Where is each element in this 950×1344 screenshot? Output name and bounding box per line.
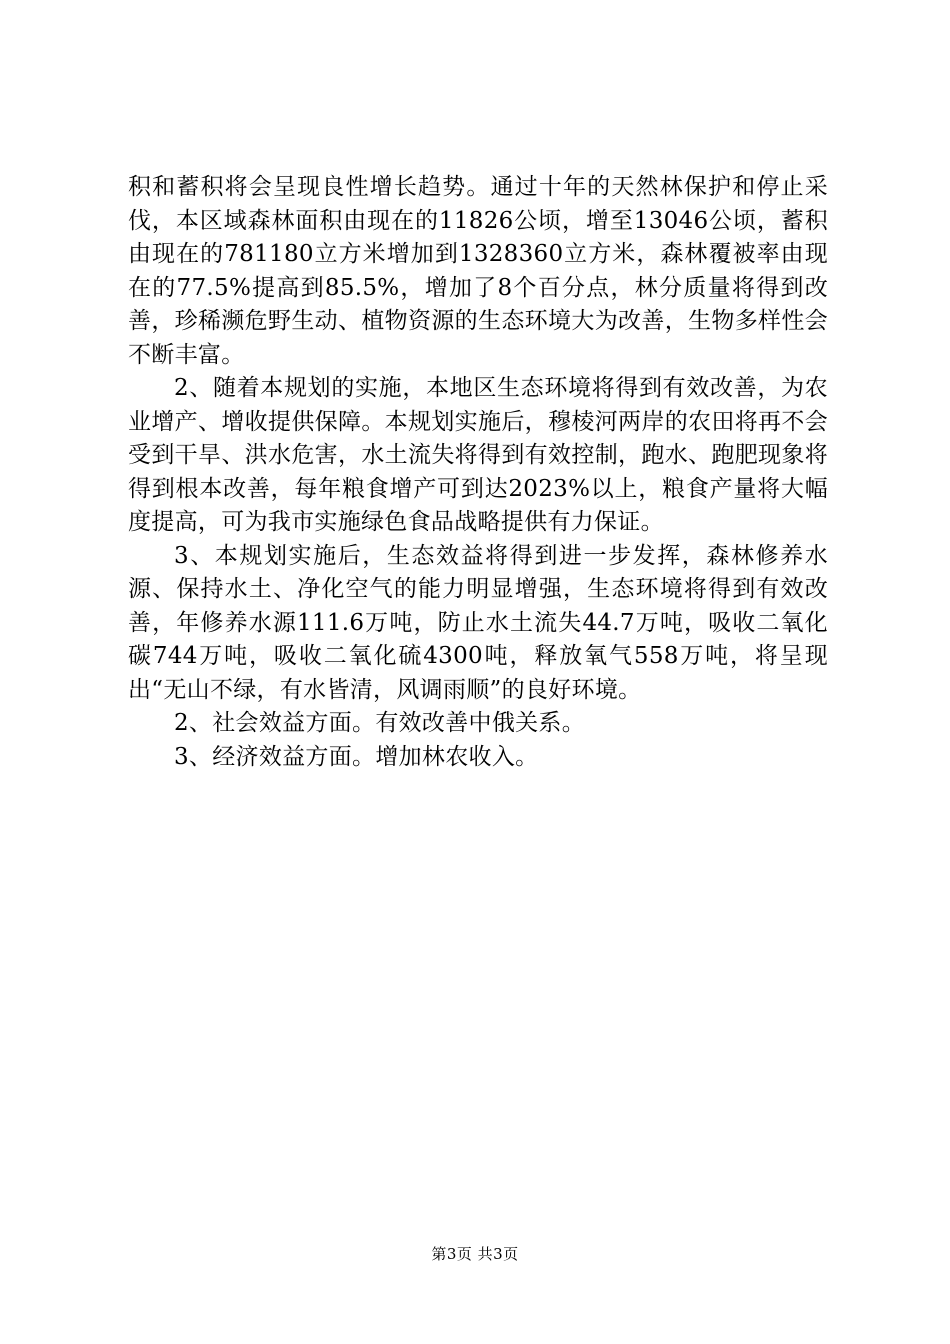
document-body [128,171,828,774]
paragraph-social-benefit: 2、社会效益方面。有效改善中俄关系。 [174,710,586,736]
paragraph-ecological-benefit: 3、本规划实施后，生态效益将得到进一步发挥，森林修养水源、保持水土、净化空气的能力明显增强，生态环境将得到有效改善，年修养水源111.6万吨，防止水土流失44.7万吨，吸收二氧化碳744万吨，吸收二氧化硫4300吨，释放氧气558万吨，将呈现出“无山不绿，有水皆清，风调雨顺”的良好环境。 [128,542,828,703]
paragraph-forest-growth: 积和蓄积将会呈现良性增长趋势。通过十年的天然林保护和停止采伐，本区域森林面积由现在的11826公顷，增至13046公顷，蓄积由现在的781180立方米增加到1328360立方米，森林覆被率由现在的77.5%提高到85.5%，增加了8个百分点，林分质量将得到改善，珍稀濒危野生动、植物资源的生态环境大为改善，生物多样性会不断丰富。 [128,174,828,368]
paragraph-agriculture: 2、随着本规划的实施，本地区生态环境将得到有效改善，为农业增产、增收提供保障。本规划实施后，穆棱河两岸的农田将再不会受到干旱、洪水危害，水土流失将得到有效控制，跑水、跑肥现象将得到根本改善，每年粮食增产可到达2023%以上，粮食产量将大幅度提高，可为我市实施绿色食品战略提供有力保证。 [128,375,828,535]
paragraph-economic-benefit: 3、经济效益方面。增加林农收入。 [174,743,539,770]
page-number-footer: 第3页 共3页 [431,1245,519,1263]
